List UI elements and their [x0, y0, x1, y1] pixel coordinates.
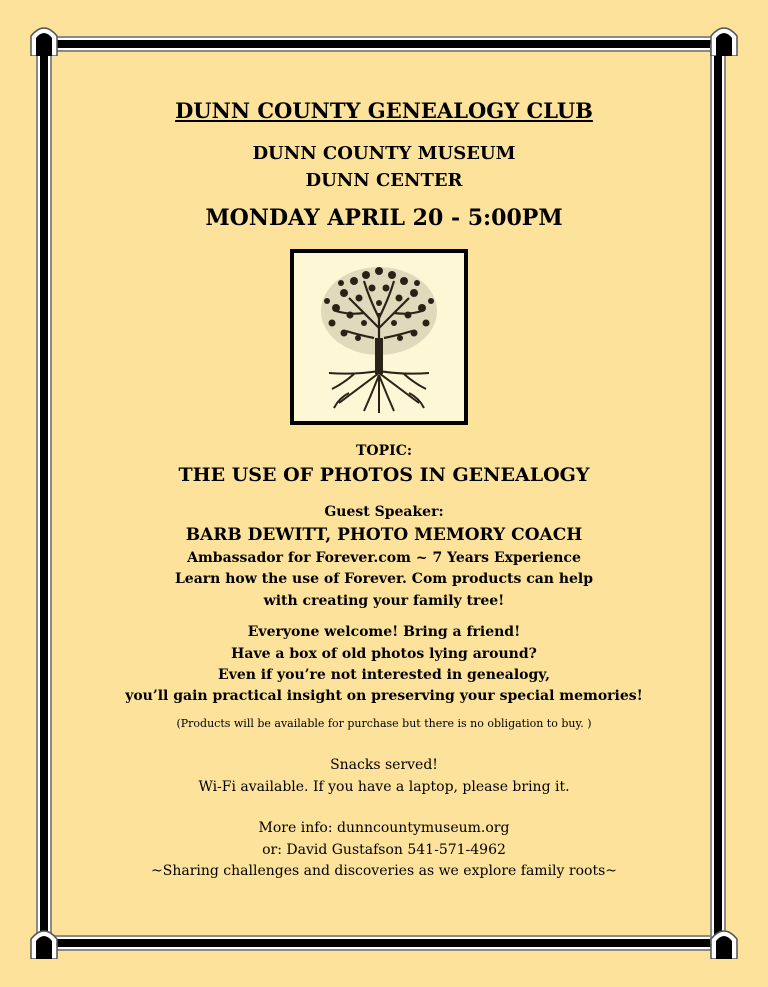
family-tree-icon: [294, 253, 464, 421]
invite-line-2: Have a box of old photos lying around?: [231, 646, 537, 662]
venue-name: DUNN COUNTY MUSEUM: [252, 143, 516, 164]
topic-title: THE USE OF PHOTOS IN GENEALOGY: [178, 464, 590, 486]
speaker-description-1: Learn how the use of Forever. Com products can help: [174, 571, 594, 587]
wifi-note: Wi-Fi available. If you have a laptop, please bring it.: [198, 779, 570, 795]
corner-ornament-bottom-left: [29, 925, 59, 959]
tree-trunk: [375, 338, 383, 374]
flyer-content: [60, 0, 708, 987]
club-title: DUNN COUNTY GENEALOGY CLUB: [175, 98, 593, 123]
speaker-description-2: with creating your family tree!: [263, 593, 505, 609]
invite-line-4: you’ll gain practical insight on preserving your special memories!: [125, 688, 643, 704]
tagline: ~Sharing challenges and discoveries as we explore family roots~: [151, 863, 617, 879]
invite-line-3: Even if you’re not interested in genealogy,: [218, 667, 550, 683]
tree-image-frame: [290, 249, 468, 425]
tree-roots: [329, 371, 429, 413]
corner-ornament-top-left: [29, 22, 59, 56]
more-info: More info: dunncountymuseum.org: [258, 820, 510, 836]
invite-line-1: Everyone welcome! Bring a friend!: [247, 624, 521, 640]
snacks-note: Snacks served!: [330, 757, 438, 773]
speaker-label: Guest Speaker:: [324, 504, 444, 520]
frame-left: [36, 44, 52, 944]
purchase-note: (Products will be available for purchase but there is no obligation to buy. ): [176, 717, 592, 730]
speaker-name: BARB DEWITT, PHOTO MEMORY COACH: [185, 525, 583, 545]
topic-label: TOPIC:: [356, 443, 412, 459]
venue-location: DUNN CENTER: [305, 170, 463, 191]
event-datetime: MONDAY APRIL 20 - 5:00PM: [205, 205, 563, 231]
frame-right: [710, 44, 726, 944]
corner-ornament-top-right: [709, 22, 739, 56]
contact-person: or: David Gustafson 541-571-4962: [262, 842, 506, 858]
speaker-credentials: Ambassador for Forever.com ~ 7 Years Experience: [187, 550, 581, 566]
corner-ornament-bottom-right: [709, 925, 739, 959]
